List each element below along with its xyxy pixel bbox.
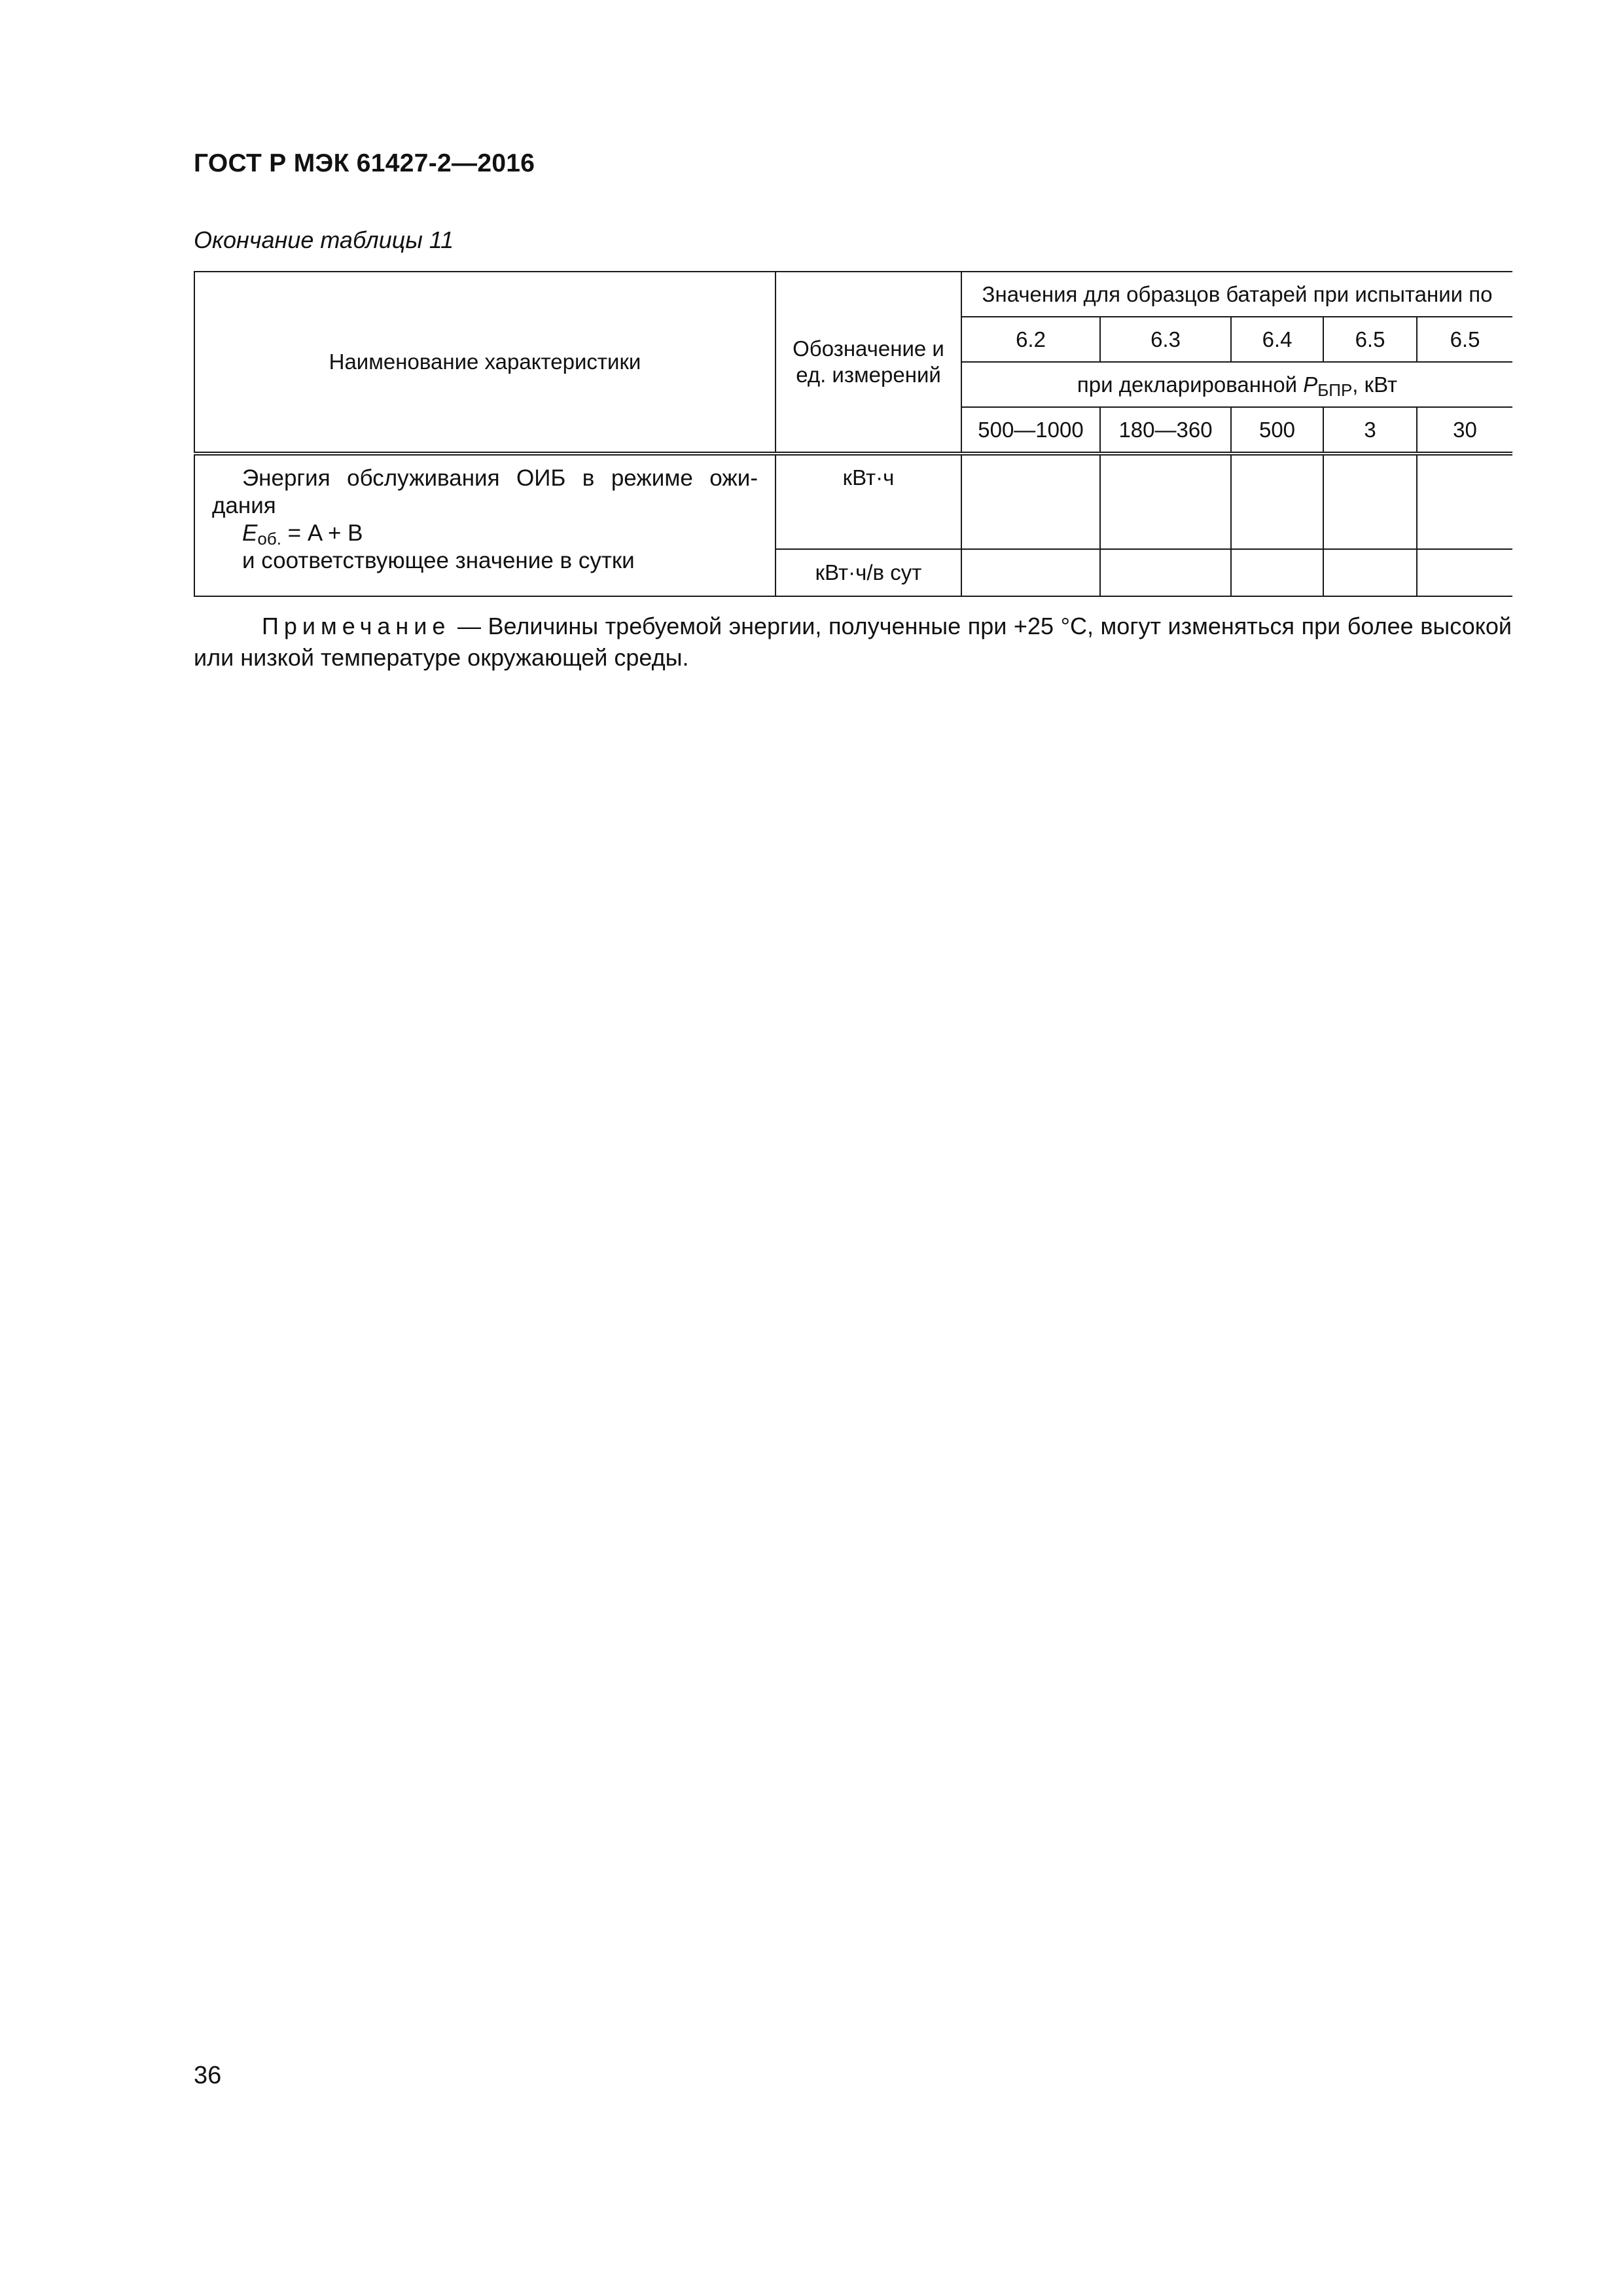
unit-cell: кВт·ч/в сут xyxy=(776,549,961,596)
table-note xyxy=(194,611,1512,673)
power-value-cell: 3 xyxy=(1323,407,1417,454)
declared-power-unit: , кВт xyxy=(1352,372,1398,397)
header-characteristic-name: Наименование характеристики xyxy=(194,272,776,454)
note-text: — Величины требуемой энергии, полученные при +25 °C, могут изменяться при более высокой или низкой температуре окружающей среды. xyxy=(194,613,1512,671)
table-caption: Окончание таблицы 11 xyxy=(194,226,454,253)
unit-cell: кВт·ч xyxy=(776,454,961,549)
declared-power-header xyxy=(961,362,1512,407)
power-value-cell: 500 xyxy=(1231,407,1323,454)
table-row xyxy=(194,454,1512,549)
value-cell xyxy=(1417,549,1512,596)
value-cell xyxy=(1417,454,1512,549)
characteristic-name-line: Энергия обслуживания ОИБ в режиме ожи- xyxy=(242,465,758,491)
note-label: Примечание xyxy=(262,613,451,639)
formula xyxy=(242,520,758,547)
test-clause-cell: 6.5 xyxy=(1417,317,1512,362)
formula-symbol: E xyxy=(242,520,258,546)
declared-power-symbol: P xyxy=(1303,372,1318,397)
test-clause-cell: 6.5 xyxy=(1323,317,1417,362)
test-clause-cell: 6.3 xyxy=(1100,317,1231,362)
header-test-values: Значения для образцов батарей при испытании по xyxy=(961,272,1512,317)
value-cell xyxy=(961,454,1100,549)
declared-power-prefix: при декларированной xyxy=(1077,372,1304,397)
value-cell xyxy=(1231,549,1323,596)
characteristic-name-cell xyxy=(194,454,776,596)
characteristic-name-line: и соответствующее значение в сутки xyxy=(242,548,635,573)
value-cell xyxy=(1100,549,1231,596)
test-clause-cell: 6.4 xyxy=(1231,317,1323,362)
declared-power-subscript: БПР xyxy=(1317,380,1353,400)
document-header: ГОСТ Р МЭК 61427-2—2016 xyxy=(194,149,535,177)
formula-subscript: об. xyxy=(257,529,281,548)
value-cell xyxy=(1323,454,1417,549)
characteristics-table xyxy=(194,271,1512,597)
power-value-cell: 180—360 xyxy=(1100,407,1231,454)
header-unit xyxy=(776,272,961,454)
test-clause-cell: 6.2 xyxy=(961,317,1100,362)
power-value-cell: 500—1000 xyxy=(961,407,1100,454)
table-header-row xyxy=(194,272,1512,317)
power-value-cell: 30 xyxy=(1417,407,1512,454)
value-cell xyxy=(1323,549,1417,596)
page-number: 36 xyxy=(194,2062,222,2089)
value-cell xyxy=(961,549,1100,596)
value-cell xyxy=(1100,454,1231,549)
value-cell xyxy=(1231,454,1323,549)
characteristic-name-line: дания xyxy=(212,493,276,518)
formula-rest: = A + B xyxy=(281,520,363,546)
header-unit-line2: ед. измерений xyxy=(796,363,941,387)
header-unit-line1: Обозначение и xyxy=(793,336,944,361)
